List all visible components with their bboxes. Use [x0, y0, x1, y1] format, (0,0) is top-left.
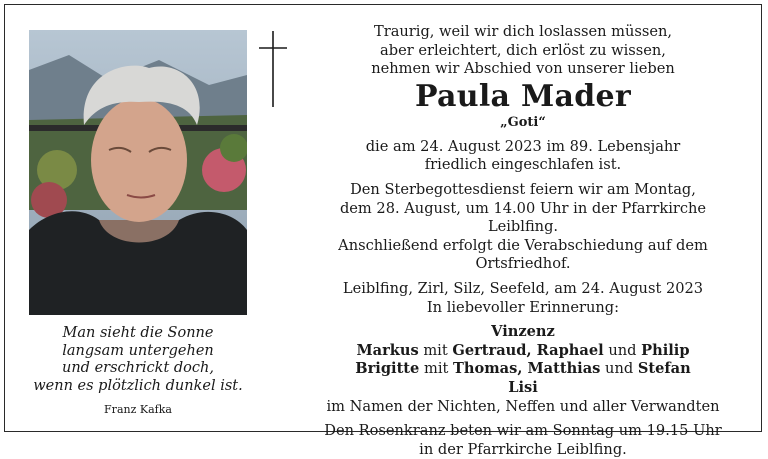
cross-icon	[257, 29, 289, 109]
quote-line: wenn es plötzlich dunkel ist.	[33, 377, 243, 394]
quote-line: langsam untergehen	[62, 342, 214, 359]
memory-heading: In liebevoller Erinnerung:	[426, 298, 620, 316]
intro-line: Traurig, weil wir dich loslassen müssen,	[373, 23, 673, 40]
quote	[25, 325, 251, 395]
family-vinzenz: Vinzenz	[491, 323, 555, 341]
family-row: Brigitte mit Thomas, Matthias und Stefan	[355, 360, 691, 378]
quote-line: und erschrickt doch,	[62, 360, 214, 376]
service-line: dem 28. August, um 14.00 Uhr in der Pfarrkirche Leiblfing.	[339, 199, 707, 236]
death-line: die am 24. August 2023 im 89. Lebensjahr	[365, 137, 681, 155]
relatives-line: im Namen der Nichten, Neffen und aller Verwandten	[326, 397, 720, 415]
service-line: Den Sterbegottesdienst feiern wir am Montag,	[350, 180, 696, 198]
deceased-name: Paula Mader	[414, 78, 632, 114]
obituary-card	[4, 4, 762, 458]
quote-author: Franz Kafka	[104, 403, 172, 416]
portrait-photo	[29, 30, 247, 315]
service-line: Anschließend erfolgt die Verabschiedung auf dem Ortsfriedhof.	[338, 236, 708, 273]
rosary-line: Den Rosenkranz beten wir am Sonntag um 19.15 Uhr	[324, 422, 722, 440]
intro-line: nehmen wir Abschied von unserer lieben	[371, 60, 675, 78]
quote-line: Man sieht die Sonne	[62, 325, 214, 341]
death-line: friedlich eingeschlafen ist.	[424, 156, 622, 174]
rosary-line: in der Pfarrkirche Leiblfing.	[419, 440, 627, 458]
place-date: Leiblfing, Zirl, Silz, Seefeld, am 24. August 2023	[342, 279, 704, 297]
family-lisi: Lisi	[508, 378, 538, 396]
intro-line: aber erleichtert, dich erlöst zu wissen,	[380, 41, 666, 59]
nickname: „Goti“	[500, 114, 546, 130]
family-row: Markus mit Gertraud, Raphael und Philip	[356, 341, 690, 359]
obituary-text	[305, 23, 741, 459]
